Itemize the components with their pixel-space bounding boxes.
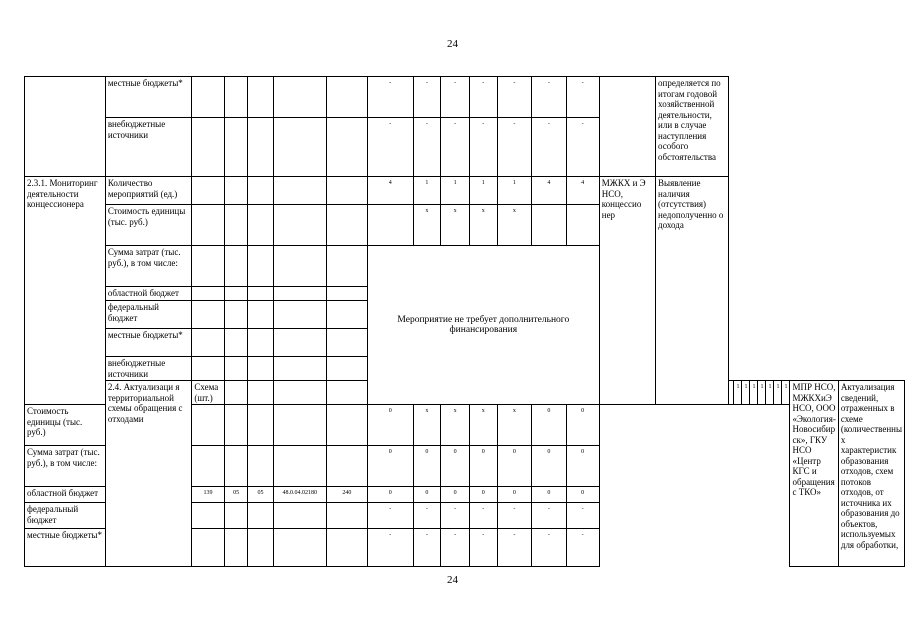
- budget-code: 48.0.04.02180: [273, 487, 326, 503]
- budget-code: 05: [248, 487, 273, 503]
- empty-cell: [326, 118, 367, 177]
- value-cell: 0: [367, 405, 413, 446]
- value-cell: 0: [441, 487, 470, 503]
- value-cell: 1: [758, 381, 766, 405]
- value-cell: -: [367, 529, 413, 567]
- value-cell: -: [367, 77, 413, 118]
- value-cell: 1: [750, 381, 758, 405]
- table-row: [25, 205, 905, 246]
- value-cell: 0: [470, 487, 498, 503]
- empty-cell: [224, 301, 248, 329]
- value-cell: x: [470, 405, 498, 446]
- value-cell: 0: [470, 446, 498, 487]
- responsible-cell: МПР НСО, МЖКХиЭ НСО, ООО «Экология-Новосибир ск», ГКУ НСО «Центр КГС и обращения с ТКО»: [790, 381, 838, 567]
- budget-code: 139: [192, 487, 224, 503]
- empty-cell: [224, 446, 248, 487]
- empty-cell: [224, 357, 248, 381]
- empty-cell: [273, 329, 326, 357]
- value-cell: [532, 205, 567, 246]
- empty-cell: [326, 446, 367, 487]
- budget-code: 240: [326, 487, 367, 503]
- value-cell: x: [441, 205, 470, 246]
- program-table: [24, 76, 905, 567]
- empty-cell: [248, 118, 273, 177]
- value-cell: -: [532, 529, 567, 567]
- empty-cell: [192, 329, 224, 357]
- empty-cell: [224, 205, 248, 246]
- value-cell: 0: [532, 446, 567, 487]
- empty-cell: [224, 118, 248, 177]
- value-cell: -: [441, 118, 470, 177]
- value-cell: -: [532, 503, 567, 529]
- value-cell: 0: [497, 487, 532, 503]
- no-funding-note: Мероприятие не требует дополнительного финансирования: [367, 246, 599, 405]
- value-cell: 1: [470, 177, 498, 205]
- empty-cell: [273, 446, 326, 487]
- budget-code: 05: [224, 487, 248, 503]
- row-label: областной бюджет: [105, 287, 192, 301]
- value-cell: -: [566, 77, 599, 118]
- activity-cell: [25, 77, 106, 177]
- empty-cell: [326, 503, 367, 529]
- result-cell: Актуализация сведений, отраженных в схеме (количественны х характеристик образования отходов, схем потоков отходов, от источника их образования до объектов, используемых для обработки,: [838, 381, 904, 567]
- value-cell: -: [566, 503, 599, 529]
- empty-cell: [326, 381, 367, 405]
- value-cell: -: [441, 503, 470, 529]
- empty-cell: [273, 77, 326, 118]
- empty-cell: [326, 77, 367, 118]
- empty-cell: [224, 177, 248, 205]
- value-cell: -: [566, 118, 599, 177]
- value-cell: -: [470, 118, 498, 177]
- empty-cell: [192, 205, 224, 246]
- value-cell: -: [441, 529, 470, 567]
- empty-cell: [192, 446, 224, 487]
- empty-cell: [224, 529, 248, 567]
- value-cell: -: [497, 529, 532, 567]
- value-cell: 0: [367, 446, 413, 487]
- value-cell: 0: [532, 487, 567, 503]
- row-label: Сумма затрат (тыс. руб.), в том числе:: [25, 446, 106, 487]
- value-cell: -: [413, 118, 441, 177]
- value-cell: x: [470, 205, 498, 246]
- result-cell: Выявление наличия (отсутствия) недополученно о дохода: [656, 177, 729, 405]
- empty-cell: [326, 329, 367, 357]
- value-cell: 1: [413, 177, 441, 205]
- empty-cell: [192, 405, 224, 446]
- row-label: федеральный бюджет: [105, 301, 192, 329]
- value-cell: 1: [782, 381, 790, 405]
- value-cell: -: [413, 77, 441, 118]
- empty-cell: [326, 246, 367, 287]
- value-cell: 0: [413, 446, 441, 487]
- empty-cell: [273, 287, 326, 301]
- empty-cell: [326, 287, 367, 301]
- table-row: [25, 118, 905, 177]
- empty-cell: [192, 287, 224, 301]
- responsible-cell: [599, 77, 655, 177]
- value-cell: 4: [532, 177, 567, 205]
- empty-cell: [273, 357, 326, 381]
- empty-cell: [273, 405, 326, 446]
- row-label: Стоимость единицы (тыс. руб.): [25, 405, 106, 446]
- value-cell: 0: [413, 487, 441, 503]
- empty-cell: [224, 405, 248, 446]
- empty-cell: [326, 177, 367, 205]
- empty-cell: [248, 205, 273, 246]
- row-label: федеральный бюджет: [25, 503, 106, 529]
- result-note: определяется по итогам годовой хозяйственной деятельности, или в случае наступления особого обстоятельства: [656, 77, 729, 177]
- empty-cell: [248, 381, 273, 405]
- empty-cell: [273, 205, 326, 246]
- value-cell: -: [367, 503, 413, 529]
- value-cell: -: [441, 77, 470, 118]
- value-cell: -: [497, 503, 532, 529]
- value-cell: 0: [566, 446, 599, 487]
- empty-cell: [224, 381, 248, 405]
- empty-cell: [248, 246, 273, 287]
- empty-cell: [248, 357, 273, 381]
- row-label: областной бюджет: [25, 487, 106, 503]
- value-cell: -: [532, 77, 567, 118]
- value-cell: 0: [532, 405, 567, 446]
- value-cell: -: [470, 529, 498, 567]
- value-cell: x: [413, 405, 441, 446]
- empty-cell: [224, 287, 248, 301]
- page-number-bottom: 24: [447, 574, 458, 586]
- value-cell: 0: [367, 487, 413, 503]
- row-label: местные бюджеты*: [25, 529, 106, 567]
- empty-cell: [192, 118, 224, 177]
- value-cell: 0: [566, 405, 599, 446]
- empty-cell: [192, 177, 224, 205]
- value-cell: 1: [766, 381, 774, 405]
- row-label: внебюджетные источники: [105, 118, 192, 177]
- value-cell: -: [367, 118, 413, 177]
- table-row: [25, 177, 905, 205]
- empty-cell: [192, 246, 224, 287]
- empty-cell: [326, 301, 367, 329]
- value-cell: 1: [742, 381, 750, 405]
- empty-cell: [248, 405, 273, 446]
- value-cell: [367, 205, 413, 246]
- empty-cell: [248, 77, 273, 118]
- value-cell: -: [566, 529, 599, 567]
- empty-cell: [326, 405, 367, 446]
- row-label: Стоимость единицы (тыс. руб.): [105, 205, 192, 246]
- empty-cell: [248, 177, 273, 205]
- activity-title: 2.3.1. Мониторинг деятельности концессионера: [25, 177, 106, 405]
- value-cell: -: [532, 118, 567, 177]
- value-cell: -: [497, 77, 532, 118]
- value-cell: 1: [441, 177, 470, 205]
- value-cell: 1: [497, 177, 532, 205]
- empty-cell: [192, 529, 224, 567]
- value-cell: -: [413, 529, 441, 567]
- empty-cell: [273, 177, 326, 205]
- value-cell: 1: [734, 381, 742, 405]
- value-cell: 1: [774, 381, 782, 405]
- empty-cell: [273, 529, 326, 567]
- value-cell: -: [470, 77, 498, 118]
- row-label: Сумма затрат (тыс. руб.), в том числе:: [105, 246, 192, 287]
- empty-cell: [248, 503, 273, 529]
- empty-cell: [326, 529, 367, 567]
- table-row: [25, 77, 905, 118]
- empty-cell: [273, 301, 326, 329]
- value-cell: x: [441, 405, 470, 446]
- empty-cell: [224, 77, 248, 118]
- row-label: местные бюджеты*: [105, 329, 192, 357]
- empty-cell: [224, 329, 248, 357]
- table-row: [25, 246, 905, 287]
- empty-cell: [192, 77, 224, 118]
- empty-cell: [273, 381, 326, 405]
- page-number-top: 24: [447, 38, 458, 50]
- empty-cell: [273, 118, 326, 177]
- value-cell: [566, 205, 599, 246]
- value-cell: 0: [566, 487, 599, 503]
- empty-cell: [192, 357, 224, 381]
- empty-cell: [248, 287, 273, 301]
- empty-cell: [248, 301, 273, 329]
- value-cell: 0: [497, 446, 532, 487]
- empty-cell: [192, 301, 224, 329]
- empty-cell: [248, 446, 273, 487]
- row-label: Схема (шт.): [192, 381, 224, 405]
- value-cell: -: [497, 118, 532, 177]
- activity-title: 2.4. Актуализаци я территориальной схемы обращения с отходами: [105, 381, 192, 567]
- value-cell: -: [470, 503, 498, 529]
- responsible-cell: МЖКХ и Э НСО, концессио нер: [599, 177, 655, 405]
- value-cell: 4: [367, 177, 413, 205]
- value-cell: x: [413, 205, 441, 246]
- empty-cell: [224, 246, 248, 287]
- row-label: Количество мероприятий (ед.): [105, 177, 192, 205]
- empty-cell: [224, 503, 248, 529]
- empty-cell: [326, 357, 367, 381]
- row-label: местные бюджеты*: [105, 77, 192, 118]
- empty-cell: [273, 503, 326, 529]
- empty-cell: [326, 205, 367, 246]
- value-cell: x: [497, 205, 532, 246]
- value-cell: 0: [441, 446, 470, 487]
- value-cell: -: [413, 503, 441, 529]
- value-cell: 4: [566, 177, 599, 205]
- empty-cell: [192, 503, 224, 529]
- empty-cell: [248, 329, 273, 357]
- empty-cell: [273, 246, 326, 287]
- row-label: внебюджетные источники: [105, 357, 192, 381]
- value-cell: x: [497, 405, 532, 446]
- empty-cell: [248, 529, 273, 567]
